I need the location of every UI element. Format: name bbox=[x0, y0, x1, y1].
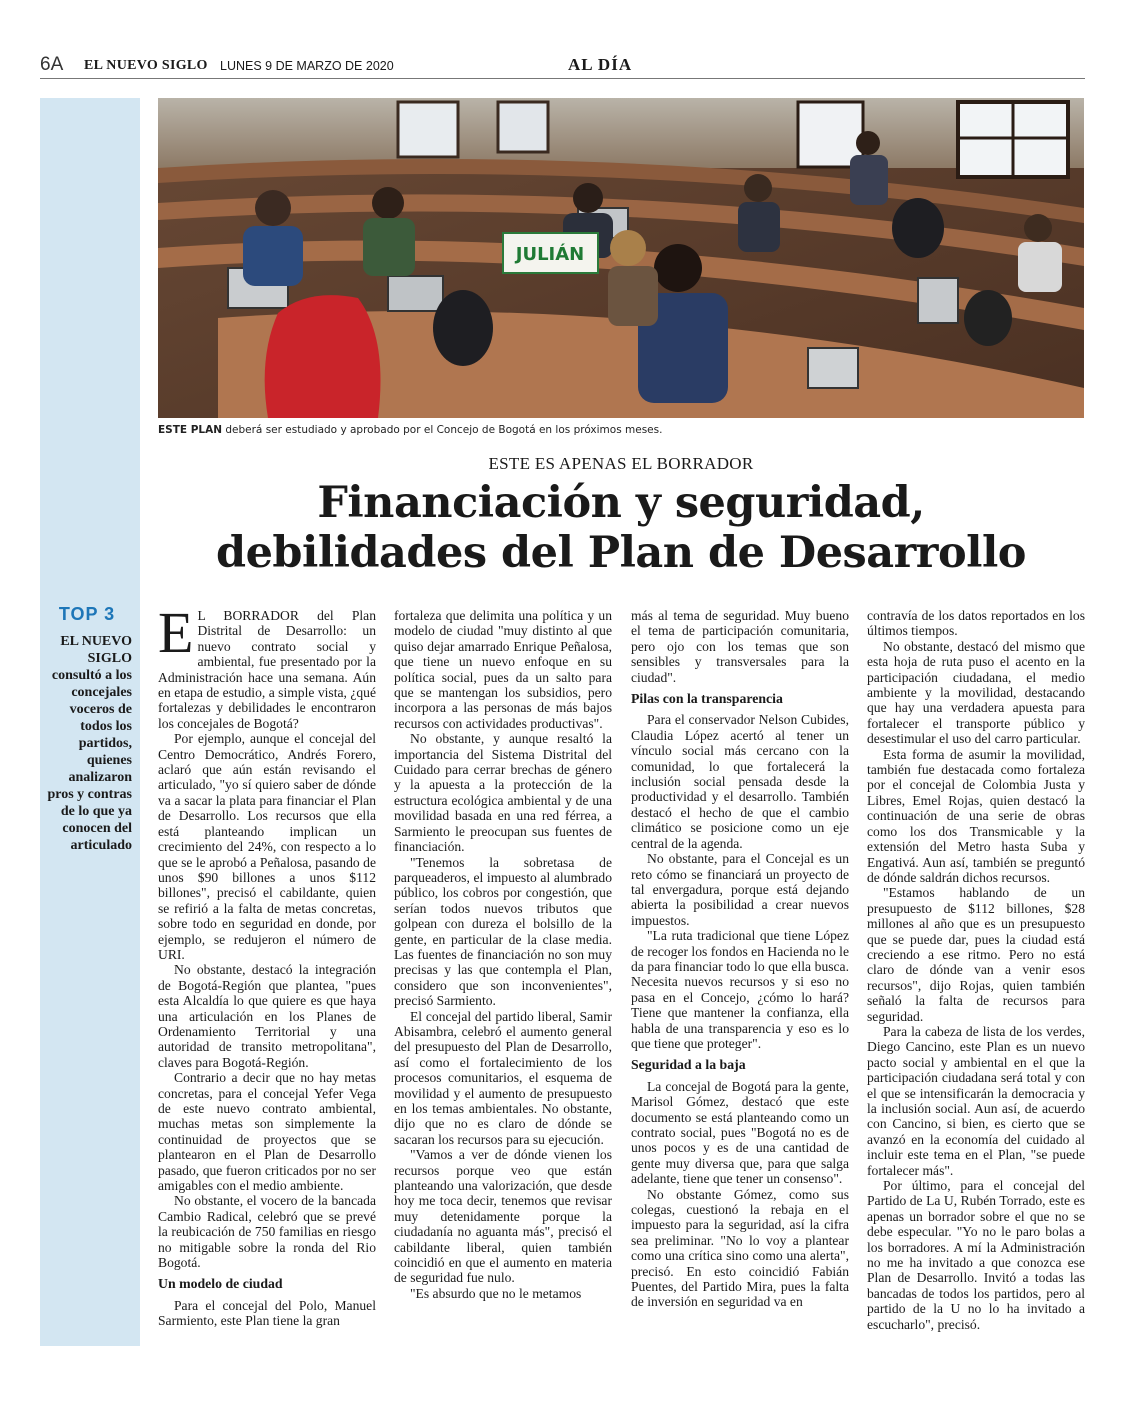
page-number: 6A bbox=[40, 54, 64, 75]
council-photo bbox=[158, 98, 1084, 418]
paragraph: contravía de los datos reportados en los últimos tiempos. bbox=[867, 608, 1085, 639]
sidebar-text: EL NUEVO SIGLO consultó a los concejales voceros de todos los partidos, quienes analizaron pros y contras de lo que ya conocen del articulado bbox=[47, 634, 132, 853]
article-column-1 bbox=[158, 600, 376, 1329]
paragraph: fortaleza que delimita una política y un modelo de ciudad "muy distinto al que quiso dejar amarrado Enrique Peñalosa, que tiene un nuevo enfoque en su política social, pues da un salto para que se mantengan los subsidios, pero incorpora a las personas de más bajos recursos con actividades productivas". bbox=[394, 608, 612, 731]
article-headline bbox=[158, 478, 1084, 578]
paragraph: "Estamos hablando de un presupuesto de $112 billones, $28 millones al año que es un presupuesto que se puede dar, pues la ciudad está creciendo a ese ritmo. Pero no está claro de dónde van a venir esos recursos", dijo Rojas, quien también señaló la falta de recursos para seguridad. bbox=[867, 885, 1085, 1024]
drop-cap: E bbox=[158, 600, 194, 665]
paragraph: "Vamos a ver de dónde vienen los recursos porque veo que están planteando una valorización, que desde hoy me toca decir, tenemos que revisar muy detenidamente porque la ciudadanía no aguanta más", precisó el cabildante liberal, quien también coincidió en que el aumento en materia de seguridad fue nulo. bbox=[394, 1147, 612, 1286]
subheading: Pilas con la transparencia bbox=[631, 691, 783, 707]
council-photo-illustration bbox=[158, 98, 1084, 418]
article-kicker: ESTE ES APENAS EL BORRADOR bbox=[488, 454, 754, 473]
photo-caption bbox=[158, 424, 1084, 436]
sidebar-box bbox=[40, 604, 140, 854]
article-column-4 bbox=[867, 608, 1085, 1332]
paragraph: "La ruta tradicional que tiene López de recoger los fondos en Hacienda no le da para financiar todo lo que ella busca. Necesita nuevos recursos y si eso no pasa en el Concejo, ¿cómo lo hará? Tiene que mantener la confianza, ella habla de una transparencia y eso es lo que tiene que proteger". bbox=[631, 928, 849, 1051]
paragraph: Esta forma de asumir la movilidad, también fue destacada como fortaleza por el concejal de Colombia Justa y Libres, Emel Rojas, quien destacó la continuación de una serie de obras como los dos Transmicable y la extensión del Metro hasta Suba y Engativá. Aun así, también se preguntó de dónde saldrán dichos recursos. bbox=[867, 746, 1085, 885]
headline-line-2: debilidades del Plan de Desarrollo bbox=[216, 528, 1026, 578]
caption-bold: ESTE PLAN bbox=[158, 424, 223, 436]
subheading: Seguridad a la baja bbox=[631, 1057, 746, 1073]
article-column-2 bbox=[394, 608, 612, 1301]
paragraph: No obstante, el vocero de la bancada Cambio Radical, celebró que se prevé la reubicación de 750 familias en riesgo no mitigable sobre la ronda del Rio Bogotá. bbox=[158, 1193, 376, 1271]
paragraph: Por último, para el concejal del Partido de La U, Rubén Torrado, este es apenas un borrador sobre el que no se debe especular. "Yo no le paro bolas a los borradores. A mí la Administración no me ha invitado a que conozca ese Plan de Desarrollo. Invitó a todas las bancadas de todos los partidos, pero al partido de la U no lo ha invitado a escucharlo", precisó. bbox=[867, 1178, 1085, 1332]
caption-text: deberá ser estudiado y aprobado por el Concejo de Bogotá en los próximos meses. bbox=[222, 424, 663, 436]
paragraph: Para el concejal del Polo, Manuel Sarmiento, este Plan tiene la gran bbox=[158, 1297, 376, 1329]
headline-line-1: Financiación y seguridad, bbox=[317, 478, 925, 528]
newspaper-name: EL NUEVO SIGLO bbox=[84, 58, 208, 73]
paragraph: "Tenemos la sobretasa de parqueaderos, el impuesto al alumbrado público, los cobros por congestión, que serían todos nuevos tributos que golpean con dureza el bolsillo de la gente, en particular de la clase media. Las fuentes de financiación no son muy precisas y las que contempla el Plan, considero que son inconvenientes", precisó Sarmiento. bbox=[394, 854, 612, 1009]
paragraph: No obstante Gómez, como sus colegas, cuestionó la rebaja en el impuesto para la seguridad, así la cifra sea preliminar. "No lo voy a plantear como una crítica sino como una alerta", precisó. En esto coincidió Fabián Puentes, del Partido Mira, pues la falta de inversión en seguridad va en bbox=[631, 1186, 849, 1310]
paragraph: La concejal de Bogotá para la gente, Marisol Gómez, destacó que este documento se está planteando como un contrato social, pues "Bogotá no es de unos pocos y es de una cantidad de gente muy diversa que, para que salga adelante, tiene que tener un consenso". bbox=[631, 1078, 849, 1187]
paragraph: "Es absurdo que no le metamos bbox=[410, 1285, 582, 1301]
paragraph: No obstante, para el Concejal es un reto cómo se financiará un proyecto de tal envergadura, porque está dejando abierta la posibilidad a crear nuevos impuestos. bbox=[631, 851, 849, 928]
section-title: AL DÍA bbox=[568, 55, 633, 74]
paragraph: más al tema de seguridad. Muy bueno el tema de participación comunitaria, pero ojo con los temas que son sensibles y transversales para la ciudad". bbox=[631, 608, 849, 685]
paragraph: Para el conservador Nelson Cubides, Claudia López acertó al tener un vínculo social más cercano con la comunidad, lo que fortalecerá la inclusión social pensada desde la productividad y el desarrollo. También destacó el hecho de que el cambio climático se posicione como un eje central de la agenda. bbox=[631, 712, 849, 851]
sidebar-title: TOP 3 bbox=[58, 604, 116, 624]
paragraph: Por ejemplo, aunque el concejal del Centro Democrático, Andrés Forero, aclaró que aún están revisando el articulado, "yo sí quiero saber de dónde va a sacar la plata para financiar el Plan de Desarrollo. Los recursos que ella está planteando implican un crecimiento del 24%, con respecto a lo que se le aprobó a Peñalosa, pasando de unos $90 billones a unos $112 billones", precisó el cabildante, quien se refirió a la falta de metas concretas, sobre todo en seguridad en donde, por ejemplo, se redujeron el número de URI. bbox=[158, 731, 376, 962]
paragraph: No obstante, y aunque resaltó la importancia del Sistema Distrital del Cuidado para cerrar brechas de género y la apuesta a la protección de la estructura ecológica ambiental y de una movilidad basada en una red férrea, a Sarmiento le preocupan sus fuentes de financiación. bbox=[394, 731, 612, 855]
paragraph: L BORRADOR del Plan Distrital de Desarrollo: un nuevo contrato social y ambiental, fue presentado por la Administración hace una semana. Aún en etapa de estudio, a simple vista, ¿qué fortalezas y debilidades le encontraron los concejales de Bogotá? bbox=[158, 608, 376, 731]
paragraph: El concejal del partido liberal, Samir Abisambra, celebró el aumento general del presupuesto del Plan de Desarrollo, así como el fortalecimiento de los procesos comunitarios, el esquema de movilidad y el aumento de presupuesto en los temas ambientales. No obstante, dijo que no es claro de dónde se sacaran los recursos para su ejecución. bbox=[394, 1008, 612, 1147]
paragraph: No obstante, destacó la integración de Bogotá-Región que plantea, "pues esta Alcaldía lo que quiere es que haya una articulación en los Planes de Ordenamiento Territorial y una autoridad de transito metropolitana", claves para Bogotá-Región. bbox=[158, 962, 376, 1070]
page-header bbox=[40, 54, 1085, 79]
article-column-3 bbox=[631, 608, 849, 1310]
paragraph: Contrario a decir que no hay metas concretas, para el concejal Yefer Vega de este nuevo contrato ambiental, muchas metas son simplemente la continuidad de proyectos que se plantearon en el Plan de Desarrollo pasado, que fueron criticados por no ser amigables con el medio ambiente. bbox=[158, 1070, 376, 1194]
issue-date: LUNES 9 DE MARZO DE 2020 bbox=[220, 59, 394, 73]
subheading: Un modelo de ciudad bbox=[158, 1276, 283, 1292]
paragraph: No obstante, destacó del mismo que esta hoja de ruta puso el acento en la participación ciudadana, el medio ambiente y la movilidad, destacando que hay una verdadera apuesta para fortalecer el transporte público y desestimular el uso del carro particular. bbox=[867, 638, 1085, 747]
paragraph: Para la cabeza de lista de los verdes, Diego Cancino, este Plan es un nuevo pacto social y ambiental en el que la participación ciudadana será total y con el que se intensificarán la democracia y la inclusión social. Aun así, de acuerdo con Cancino, si bien, es cierto que se avanzó en la economía del cuidado al incluir este tema en el Plan, "se puede fortalecer más". bbox=[867, 1023, 1085, 1178]
sign-text: JULIÁN bbox=[515, 244, 585, 265]
